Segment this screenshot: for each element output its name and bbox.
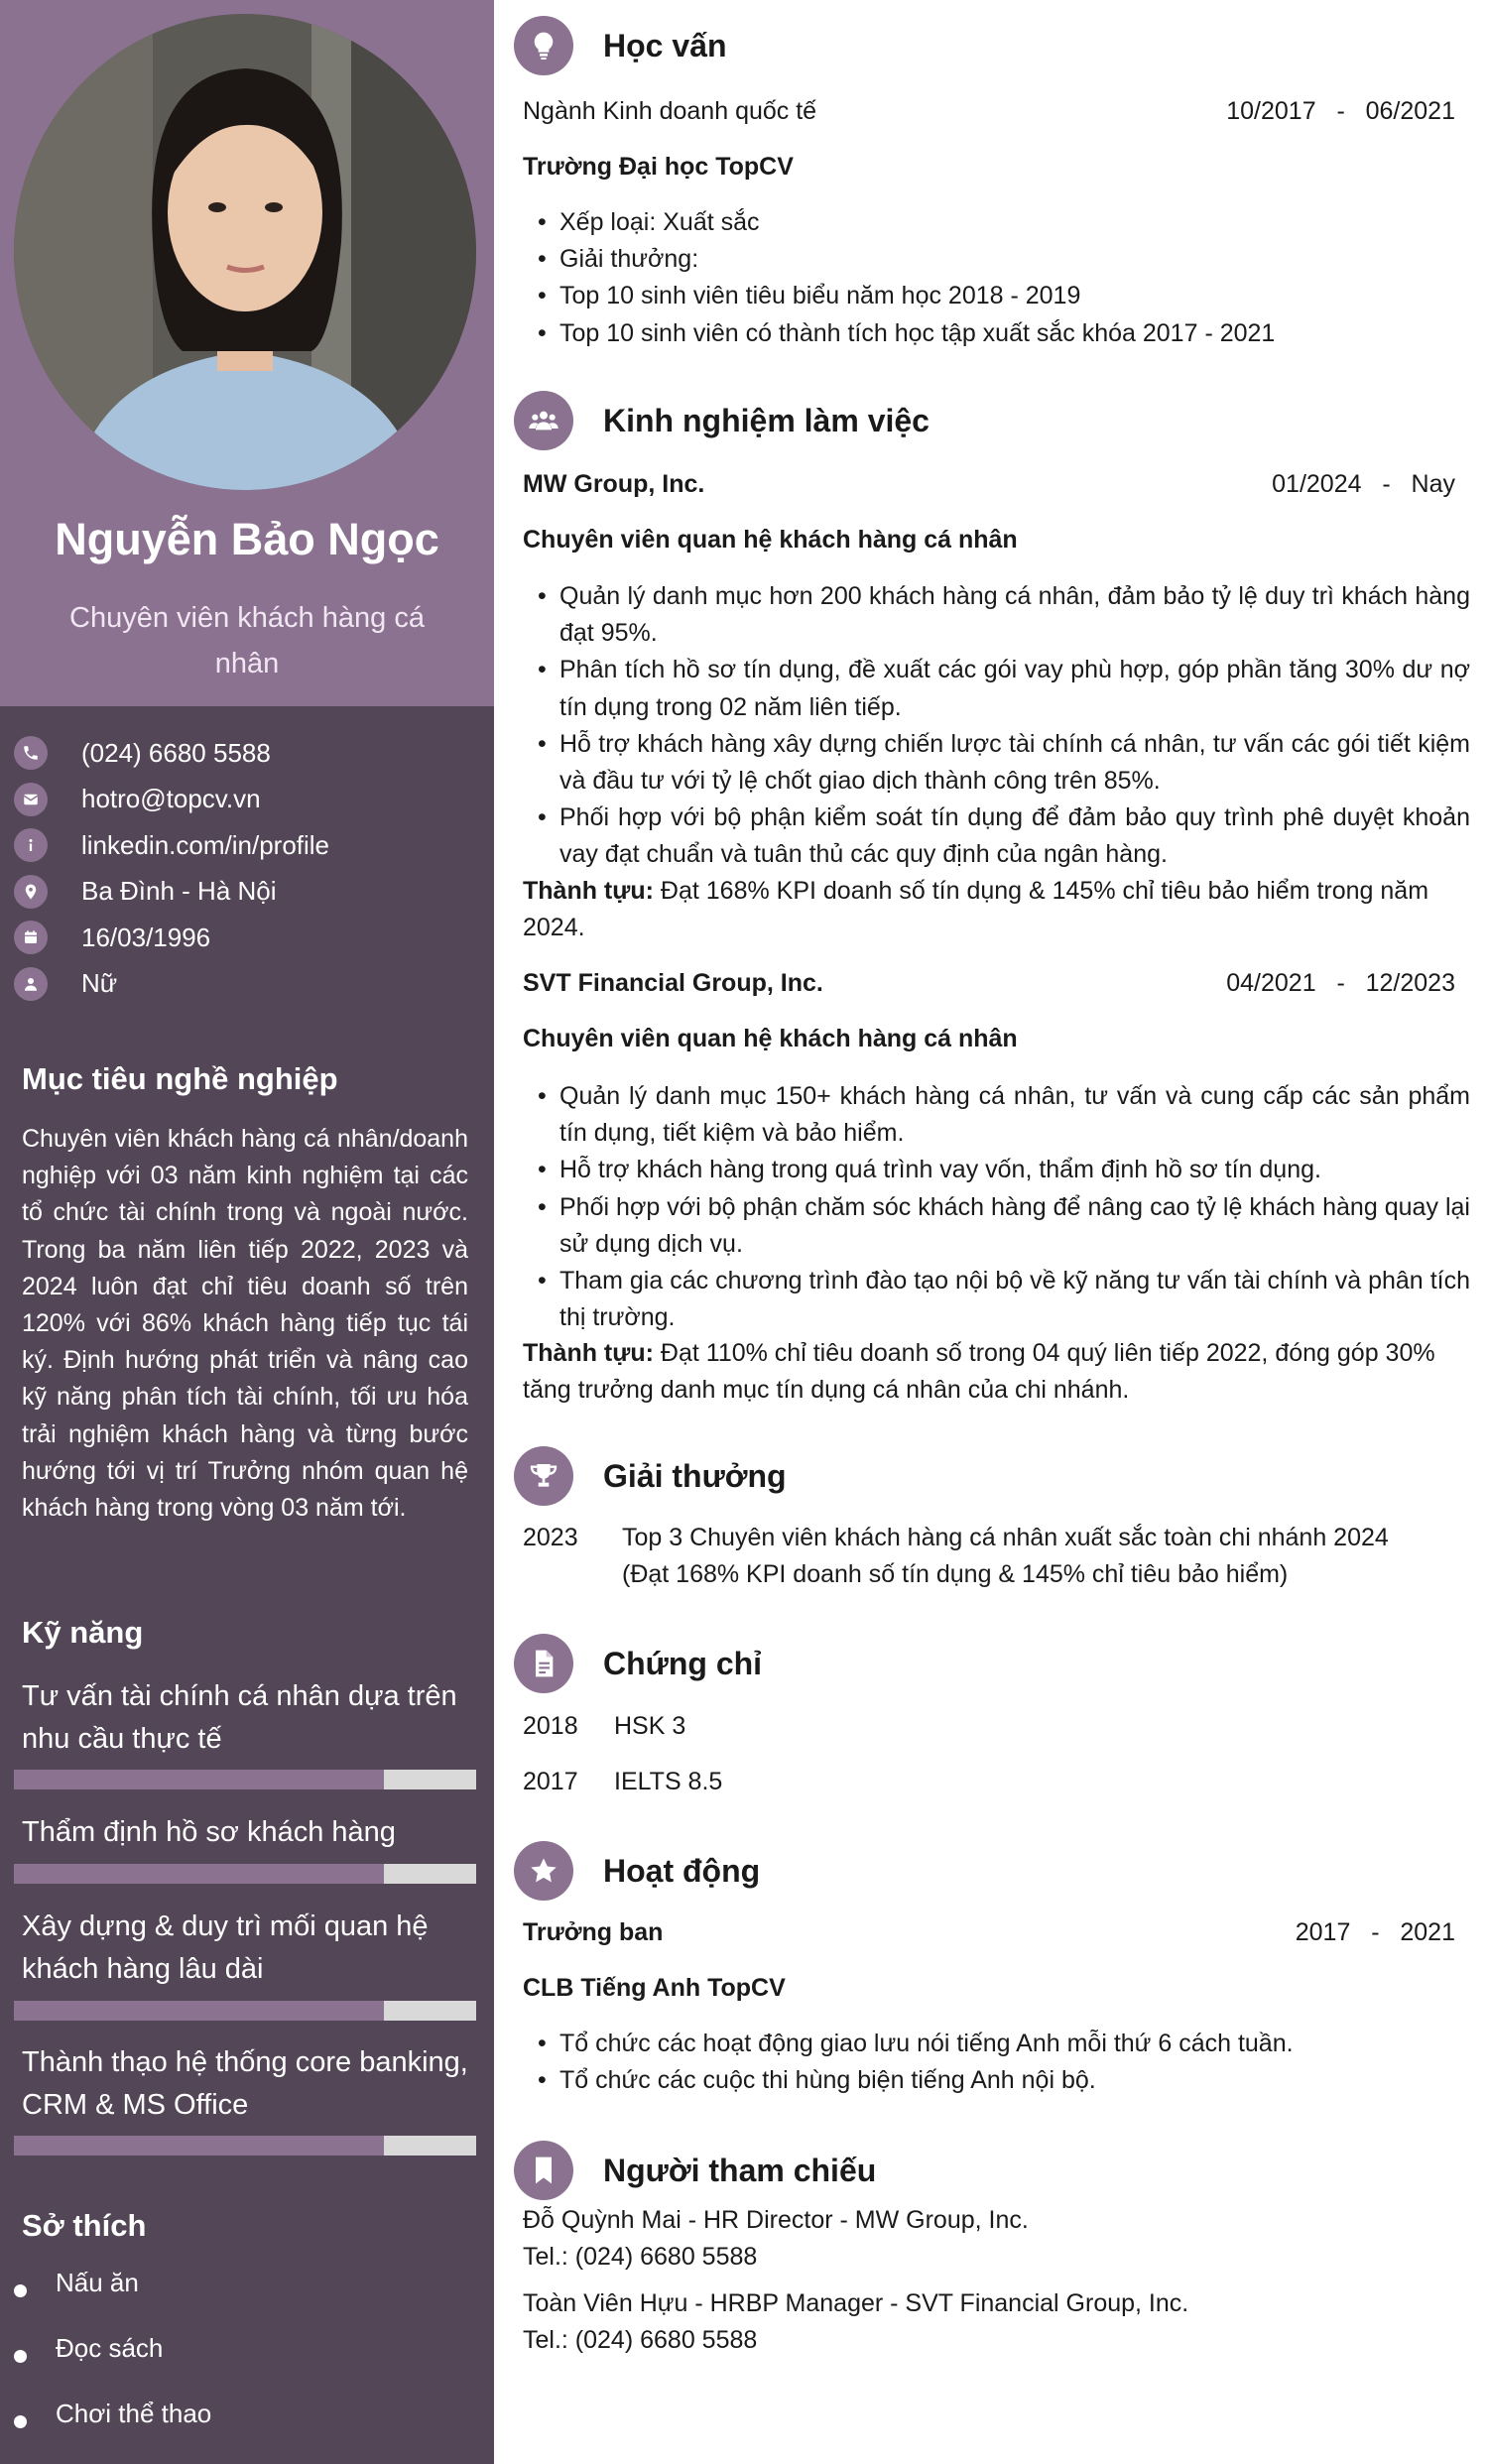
profile-header bbox=[0, 0, 494, 706]
contact-phone-text: (024) 6680 5588 bbox=[81, 737, 271, 768]
list-item: • Tổ chức các cuộc thi hùng biện tiếng Anh nội bộ. bbox=[536, 2062, 1470, 2099]
certificates-section-header bbox=[514, 1634, 762, 1693]
date-separator: - bbox=[1336, 97, 1345, 125]
bullet-dot bbox=[14, 2284, 27, 2297]
job-position: Chuyên viên quan hệ khách hàng cá nhân bbox=[523, 1025, 1018, 1052]
activities-section-header bbox=[514, 1841, 760, 1901]
contact-location bbox=[14, 869, 480, 916]
award-note: (Đạt 168% KPI doanh số tín dụng & 145% chỉ tiêu bảo hiểm) bbox=[622, 1560, 1289, 1589]
education-bullets bbox=[536, 204, 1470, 352]
profile-photo bbox=[14, 14, 476, 490]
education-dates bbox=[1226, 97, 1455, 126]
date-separator: - bbox=[1382, 470, 1391, 498]
calendar-icon bbox=[14, 921, 48, 954]
list-item: • Top 10 sinh viên có thành tích học tập xuất sắc khóa 2017 - 2021 bbox=[536, 315, 1470, 352]
start-date: 01/2024 bbox=[1272, 470, 1362, 498]
certificate-text: HSK 3 bbox=[614, 1712, 686, 1740]
list-item: • Hỗ trợ khách hàng trong quá trình vay vốn, thẩm định hồ sơ tín dụng. bbox=[536, 1152, 1470, 1188]
education-section-header bbox=[514, 16, 726, 75]
award-year: 2023 bbox=[523, 1524, 578, 1551]
contact-birthday-text: 16/03/1996 bbox=[81, 922, 211, 952]
start-date: 10/2017 bbox=[1226, 97, 1316, 125]
awards-heading: Giải thưởng bbox=[603, 1457, 787, 1494]
certificate-year: 2017 bbox=[523, 1768, 578, 1795]
skill-bar-fill bbox=[14, 1864, 384, 1884]
contact-gender-text: Nữ bbox=[81, 968, 118, 999]
activity-role-row bbox=[523, 1918, 1475, 1947]
references-section-header bbox=[514, 2141, 876, 2200]
hobby-label: Đọc sách bbox=[56, 2333, 164, 2363]
activity-dates bbox=[1296, 1918, 1455, 1947]
activities-heading: Hoạt động bbox=[603, 1852, 761, 1889]
list-item: • Phối hợp với bộ phận chăm sóc khách hàng để nâng cao tỷ lệ khách hàng quay lại sử dụng dịch vụ. bbox=[536, 1189, 1470, 1263]
bullet-dot bbox=[14, 2350, 27, 2363]
job-position: Chuyên viên quan hệ khách hàng cá nhân bbox=[523, 526, 1018, 554]
person-icon bbox=[14, 967, 48, 1001]
skill-bar bbox=[14, 1864, 476, 1884]
job-dates bbox=[1272, 470, 1455, 499]
bullet-dot bbox=[14, 2415, 27, 2428]
list-item: • Phối hợp với bộ phận kiểm soát tín dụng để đảm bảo quy trình phê duyệt khoản vay đạt chuẩn và tuân thủ các quy định của ngân hàng. bbox=[536, 800, 1470, 873]
job-achievement bbox=[523, 873, 1473, 946]
education-major: Ngành Kinh doanh quốc tế bbox=[523, 97, 817, 125]
certificate-text: IELTS 8.5 bbox=[614, 1768, 723, 1795]
list-item: • Quản lý danh mục 150+ khách hàng cá nhân, tư vấn và cung cấp các sản phẩm tín dụng, tiết kiệm và bảo hiểm. bbox=[536, 1078, 1470, 1152]
education-major-row bbox=[523, 97, 1475, 126]
candidate-name: Nguyễn Bảo Ngọc bbox=[55, 514, 439, 564]
list-item: • Hỗ trợ khách hàng xây dựng chiến lược tài chính cá nhân, tư vấn các gói tiết kiệm và đầu tư với tỷ lệ chốt giao dịch thành công trên 85%. bbox=[536, 726, 1470, 800]
contact-email-text[interactable]: hotro@topcv.vn bbox=[81, 784, 261, 814]
reference-name: Đỗ Quỳnh Mai - HR Director - MW Group, Inc. bbox=[523, 2206, 1029, 2234]
achievement-label: Thành tựu: bbox=[523, 1339, 654, 1367]
reference-phone: Tel.: (024) 6680 5588 bbox=[523, 2326, 758, 2355]
list-item: • Tổ chức các hoạt động giao lưu nói tiếng Anh mỗi thứ 6 cách tuần. bbox=[536, 2026, 1470, 2062]
skill-label: Tư vấn tài chính cá nhân dựa trên nhu cầu thực tế bbox=[22, 1680, 457, 1755]
date-separator: - bbox=[1371, 1918, 1380, 1946]
list-item: • Giải thưởng: bbox=[536, 241, 1470, 278]
activity-org: CLB Tiếng Anh TopCV bbox=[523, 1974, 786, 2002]
education-school: Trường Đại học TopCV bbox=[523, 153, 794, 181]
list-item: • Tham gia các chương trình đào tạo nội bộ về kỹ năng tư vấn tài chính và phân tích thị trường. bbox=[536, 1263, 1470, 1336]
experience-heading: Kinh nghiệm làm việc bbox=[603, 402, 930, 438]
references-heading: Người tham chiếu bbox=[603, 2152, 877, 2188]
list-item: • Xếp loại: Xuất sắc bbox=[536, 204, 1470, 241]
skill-bar-fill bbox=[14, 2001, 384, 2021]
skill-bar-fill bbox=[14, 1770, 384, 1789]
skill-bar-fill bbox=[14, 2136, 384, 2156]
skill-bar bbox=[14, 2001, 476, 2021]
reference-item bbox=[523, 2202, 1473, 2276]
job-company-row bbox=[523, 969, 1475, 998]
end-date: 06/2021 bbox=[1365, 97, 1455, 125]
job-bullets bbox=[536, 1078, 1470, 1336]
hobbies-heading: Sở thích bbox=[22, 2208, 147, 2243]
end-date: 12/2023 bbox=[1365, 969, 1455, 997]
skills-heading: Kỹ năng bbox=[22, 1615, 144, 1650]
contact-gender bbox=[14, 961, 480, 1008]
hobby-item bbox=[14, 2268, 139, 2298]
skill-bar bbox=[14, 1770, 476, 1789]
contact-list bbox=[14, 730, 480, 1007]
reference-name: Toàn Viên Hựu - HRBP Manager - SVT Financial Group, Inc. bbox=[523, 2289, 1189, 2317]
group-icon bbox=[514, 391, 573, 450]
contact-location-text: Ba Đình - Hà Nội bbox=[81, 876, 277, 907]
list-item: • Top 10 sinh viên tiêu biểu năm học 2018 - 2019 bbox=[536, 278, 1470, 314]
achievement-label: Thành tựu: bbox=[523, 877, 654, 905]
hobby-label: Nấu ăn bbox=[56, 2268, 139, 2297]
location-icon bbox=[14, 875, 48, 909]
sidebar bbox=[0, 0, 494, 2464]
start-date: 04/2021 bbox=[1226, 969, 1316, 997]
award-detail bbox=[622, 1520, 1475, 1593]
hobby-label: Chơi thể thao bbox=[56, 2399, 212, 2428]
bookmark-icon bbox=[514, 2141, 573, 2200]
contact-email bbox=[14, 777, 480, 823]
award-item bbox=[523, 1520, 1475, 1593]
hobby-item bbox=[14, 2333, 163, 2364]
experience-section-header bbox=[514, 391, 930, 450]
document-icon bbox=[514, 1634, 573, 1693]
reference-phone: Tel.: (024) 6680 5588 bbox=[523, 2243, 758, 2272]
objective-heading: Mục tiêu nghề nghiệp bbox=[22, 1061, 338, 1096]
contact-linkedin-text[interactable]: linkedin.com/in/profile bbox=[81, 829, 330, 860]
contact-linkedin bbox=[14, 822, 480, 869]
list-item: • Quản lý danh mục hơn 200 khách hàng cá nhân, đảm bảo tỷ lệ duy trì khách hàng đạt 95%. bbox=[536, 578, 1470, 652]
achievement-text: Đạt 168% KPI doanh số tín dụng & 145% chỉ tiêu bảo hiểm trong năm 2024. bbox=[523, 877, 1429, 942]
start-date: 2017 bbox=[1295, 1918, 1351, 1946]
email-icon bbox=[14, 783, 48, 816]
job-company: MW Group, Inc. bbox=[523, 470, 705, 498]
list-item: • Phân tích hồ sơ tín dụng, đề xuất các gói vay phù hợp, góp phần tăng 30% dư nợ tín dụng trong 02 năm liên tiếp. bbox=[536, 652, 1470, 725]
phone-icon bbox=[14, 736, 48, 770]
end-date: 2021 bbox=[1400, 1918, 1455, 1946]
skill-label: Thành thạo hệ thống core banking, CRM & MS Office bbox=[22, 2046, 468, 2121]
lightbulb-icon bbox=[514, 16, 573, 75]
job-dates bbox=[1226, 969, 1455, 998]
skill-label: Xây dựng & duy trì mối quan hệ khách hàng lâu dài bbox=[22, 1910, 429, 1985]
education-heading: Học vấn bbox=[603, 27, 727, 63]
certificate-year: 2018 bbox=[523, 1712, 578, 1740]
activity-role: Trưởng ban bbox=[523, 1918, 664, 1946]
date-separator: - bbox=[1336, 969, 1345, 997]
job-company-row bbox=[523, 470, 1475, 499]
hobby-item bbox=[14, 2399, 211, 2429]
end-date: Nay bbox=[1411, 470, 1455, 498]
trophy-icon bbox=[514, 1446, 573, 1506]
award-text: Top 3 Chuyên viên khách hàng cá nhân xuất sắc toàn chi nhánh 2024 bbox=[622, 1524, 1389, 1551]
certificates-heading: Chứng chỉ bbox=[603, 1645, 763, 1681]
skill-bar bbox=[14, 2136, 476, 2156]
job-bullets bbox=[536, 578, 1470, 874]
achievement-text: Đạt 110% chỉ tiêu doanh số trong 04 quý liên tiếp 2022, đóng góp 30% tăng trưởng danh mục tín dụng cá nhân của chi nhánh. bbox=[523, 1339, 1435, 1405]
contact-phone bbox=[14, 730, 480, 777]
awards-section-header bbox=[514, 1446, 787, 1506]
contact-birthday bbox=[14, 915, 480, 961]
job-company: SVT Financial Group, Inc. bbox=[523, 969, 823, 997]
objective-text: Chuyên viên khách hàng cá nhân/doanh nghiệp với 03 năm kinh nghiệm tại các tổ chức tài chính trong và ngoài nước. Trong ba năm liên tiếp 2022, 2023 và 2024 luôn đạt chỉ tiêu doanh số trên 120% với 86% khách hàng tiếp tục tái ký. Định hướng phát triển và nâng cao kỹ năng phân tích tài chính, tối ưu hóa trải nghiệm khách hàng và từng bước hướng tới vị trí Trưởng nhóm quan hệ khách hàng trong vòng 03 năm tới. bbox=[22, 1125, 468, 1523]
job-achievement bbox=[523, 1335, 1473, 1409]
info-icon bbox=[14, 828, 48, 862]
certificate-item bbox=[523, 1708, 685, 1745]
skill-label: Thẩm định hồ sơ khách hàng bbox=[22, 1816, 396, 1848]
activity-bullets bbox=[536, 2026, 1470, 2099]
star-icon bbox=[514, 1841, 573, 1901]
reference-item bbox=[523, 2285, 1473, 2359]
certificate-item bbox=[523, 1764, 722, 1800]
candidate-title: Chuyên viên khách hàng cá nhân bbox=[69, 602, 425, 679]
